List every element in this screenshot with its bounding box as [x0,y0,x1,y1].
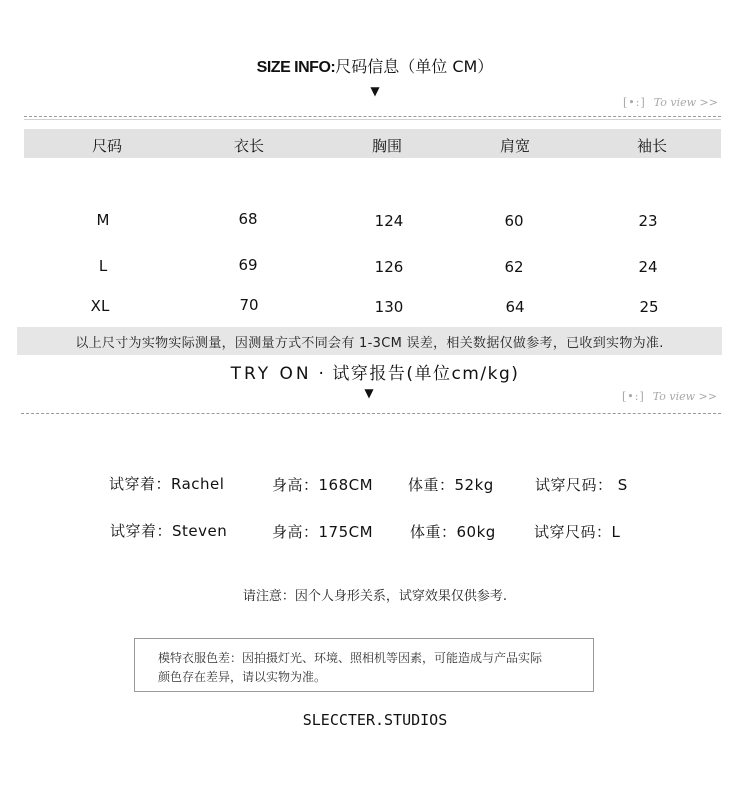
measurement-note: 以上尺寸为实物实际测量，因测量方式不同会有 1-3CM 误差，相关数据仅做参考，已收到实物为准. [75,336,664,351]
table-cell: M [96,211,110,229]
table-cell: L [98,257,108,275]
table-cell: 60 [504,212,524,230]
to-view-link[interactable] [623,96,718,109]
disclaimer-line-2: 颜色存在差异，请以实物为准。 [158,670,327,684]
report-height: 身高：175CM [272,523,374,541]
table-cell: XL [90,297,110,315]
column-header-size: 尺码 [91,137,122,155]
column-header-shoulder: 肩宽 [499,137,530,155]
to-view-label: To view >> [653,96,718,109]
table-cell: 25 [639,298,659,316]
report-model-name: 试穿着：Steven [110,522,228,540]
report-height: 身高：168CM [272,476,374,494]
try-on-title-cn: 试穿报告(单位cm/kg) [332,364,520,384]
report-size: 试穿尺码： S [535,476,628,494]
table-cell: 64 [505,298,525,316]
report-weight: 体重：52kg [408,476,494,494]
expand-icon: [•:] [622,390,645,403]
size-info-title-en: SIZE INFO: [256,59,336,76]
to-view-link[interactable] [622,390,717,403]
column-header-length: 衣长 [233,137,264,155]
report-size: 试穿尺码：L [534,523,621,541]
table-cell: 130 [374,298,404,316]
table-cell: 126 [374,258,404,276]
try-on-title-en: TRY ON [230,364,312,384]
table-cell: 62 [504,258,524,276]
to-view-label: To view >> [652,390,717,403]
table-cell: 124 [374,212,404,230]
down-arrow-icon: ▼ [370,84,380,98]
report-weight: 体重：60kg [410,523,496,541]
report-model-name: 试穿着：Rachel [109,475,225,493]
table-cell: 23 [638,212,658,230]
divider [21,413,721,414]
divider [24,116,721,117]
table-cell: 70 [239,296,259,314]
size-info-title [0,54,750,77]
try-on-title [0,359,750,384]
table-cell: 68 [238,210,258,228]
disclaimer-line-1: 模特衣服色差：因拍摄灯光、环境、照相机等因素，可能造成与产品实际 [158,651,543,665]
brand-name: SLECCTER.STUDIOS [302,711,448,729]
divider [24,119,721,120]
column-header-chest: 胸围 [371,137,402,155]
try-on-title-dot: · [318,364,326,384]
color-disclaimer-box [134,638,594,692]
expand-icon: [•:] [623,96,646,109]
table-cell: 24 [638,258,658,276]
size-info-title-cn: 尺码信息（单位 CM） [335,57,494,76]
try-on-notice: 请注意：因个人身形关系，试穿效果仅供参考. [242,589,508,604]
down-arrow-icon: ▼ [364,386,374,400]
column-header-sleeve: 袖长 [636,137,667,155]
table-cell: 69 [238,256,258,274]
